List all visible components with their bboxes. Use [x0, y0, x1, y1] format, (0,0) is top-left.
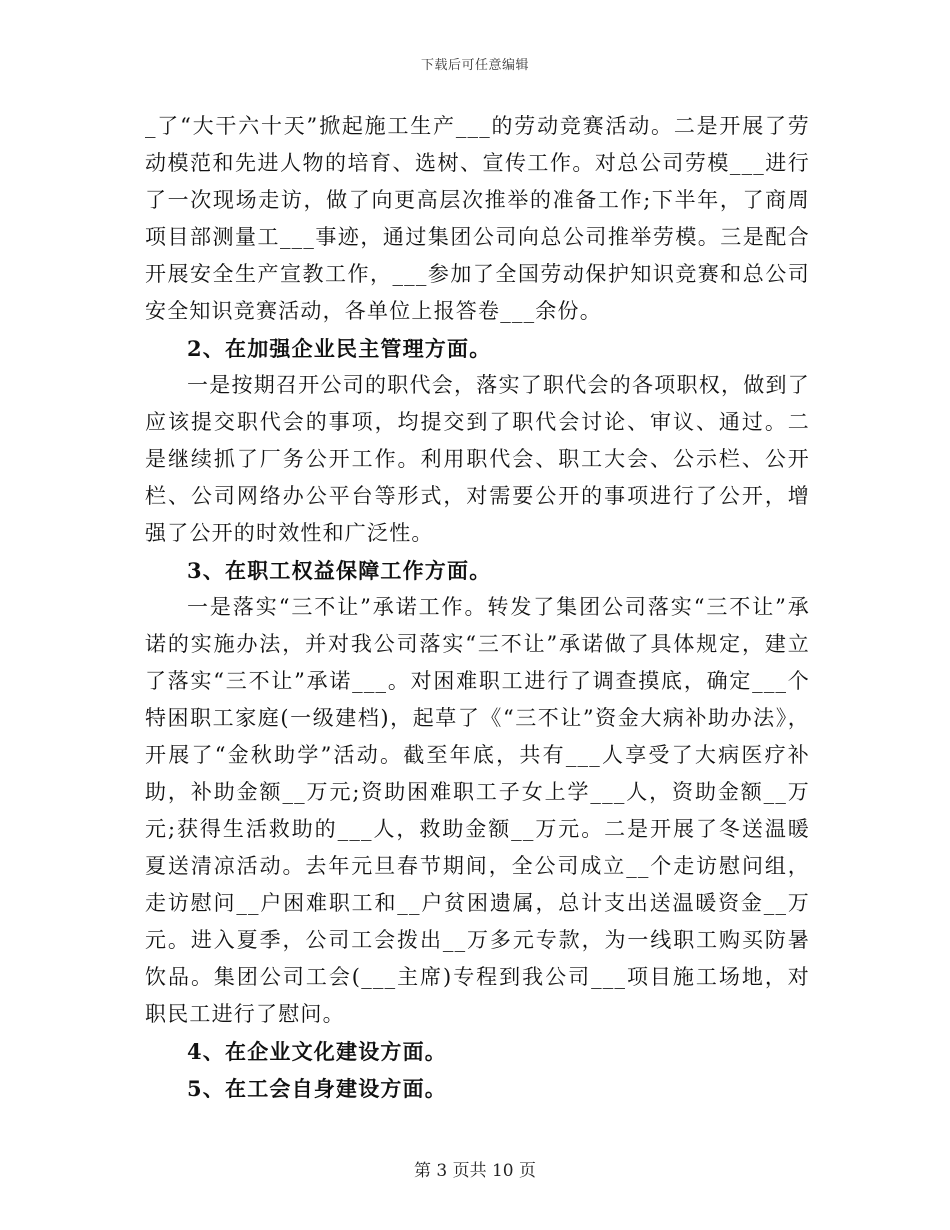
section-heading-democratic-management: 2、在加强企业民主管理方面。: [187, 336, 492, 361]
section-heading-corporate-culture: 4、在企业文化建设方面。: [187, 1039, 448, 1064]
paragraph-rights-protection: 一是落实“三不让”承诺工作。转发了集团公司落实“三不让”承诺的实施办法，并对我公司落实“三不让”承诺做了具体规定，建立了落实“三不让”承诺___。对困难职工进行了调查摸底，确定___个特困职工家庭(一级建档)，起草了《“三不让”资金大病补助办法》，开展了“金秋助学”活动。截至年底，共有___人享受了大病医疗补助，补助金额__万元;资助困难职工子女上学___人，资助金额__万元;获得生活救助的___人，救助金额__万元。二是开展了冬送温暖夏送清凉活动。去年元旦春节期间，全公司成立__个走访慰问组，走访慰问__户困难职工和__户贫困遗属，总计支出送温暖资金__万元。进入夏季，公司工会拨出__万多元专款，为一线职工购买防暑饮品。集团公司工会(___主席)专程到我公司___项目施工场地，对职民工进行了慰问。: [145, 595, 810, 1026]
document-body: [145, 108, 810, 1107]
paragraph-democratic-management: 一是按期召开公司的职代会，落实了职代会的各项职权，做到了应该提交职代会的事项，均提交到了职代会讨论、审议、通过。二是继续抓了厂务公开工作。利用职代会、职工大会、公示栏、公开栏、公司网络办公平台等形式，对需要公开的事项进行了公开，增强了公开的时效性和广泛性。: [145, 373, 810, 545]
section-heading-rights-protection: 3、在职工权益保障工作方面。: [187, 558, 492, 583]
paragraph-labor-competition: _了“大干六十天”掀起施工生产___的劳动竞赛活动。二是开展了劳动模范和先进人物的培育、选树、宣传工作。对总公司劳模___进行了一次现场走访，做了向更高层次推举的准备工作;下半年，了商周项目部测量工___事迹，通过集团公司向总公司推举劳模。三是配合开展安全生产宣教工作，___参加了全国劳动保护知识竞赛和总公司安全知识竞赛活动，各单位上报答卷___余份。: [145, 114, 810, 323]
page-number: 第 3 页共 10 页: [413, 1161, 537, 1181]
section-heading-union-self-building: 5、在工会自身建设方面。: [187, 1076, 448, 1101]
page-header: 下载后可任意编辑: [420, 58, 529, 73]
